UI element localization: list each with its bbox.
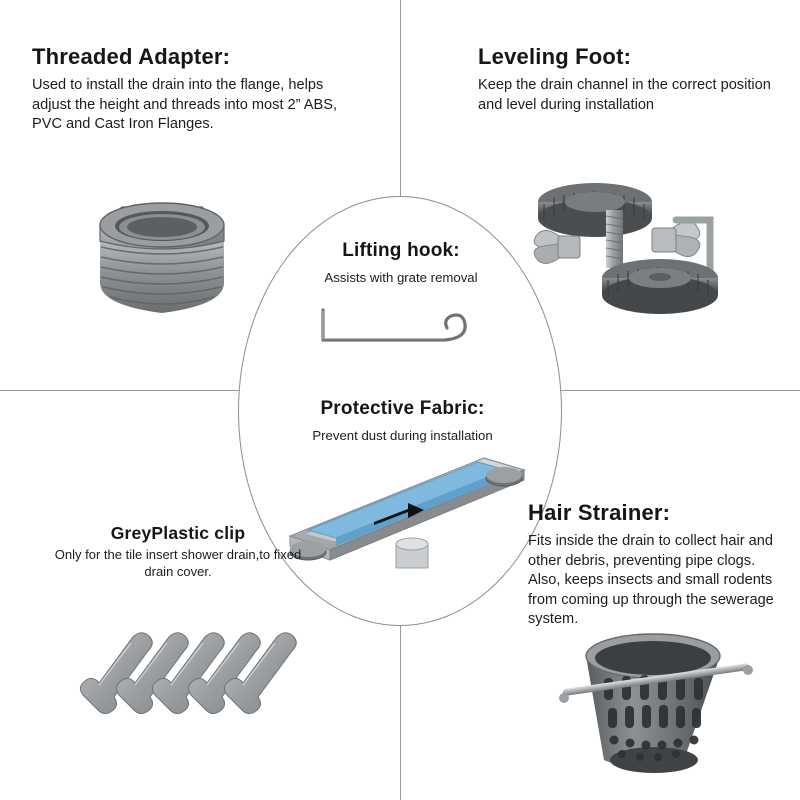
- callout-description: Keep the drain channel in the correct position and level during installation: [478, 77, 771, 113]
- callout-description: Assists with grate removal: [324, 269, 478, 285]
- callout-title: Threaded Adapter:: [32, 44, 231, 69]
- callout-hair-strainer: [528, 500, 784, 629]
- callout-description: Only for the tile insert shower drain,to fixed drain cover.: [54, 547, 302, 580]
- callout-title: Protective Fabric:: [320, 398, 485, 419]
- callout-description: Fits inside the drain to collect hair and other debris, preventing pipe clogs. Also, keeps insects and small rodents from coming up through the sewerage system.: [528, 533, 774, 627]
- grey-plastic-clip-illustration: [75, 625, 290, 735]
- callout-title: GreyPlastic clip: [110, 523, 246, 543]
- lifting-hook-illustration: [305, 300, 485, 360]
- leveling-foot-illustration: [510, 160, 760, 330]
- callout-plastic-clip: [48, 523, 308, 581]
- hair-strainer-illustration: [548, 620, 763, 775]
- callout-protective-fabric: [280, 398, 525, 444]
- protective-fabric-illustration: [278, 440, 536, 565]
- callout-description: Used to install the drain into the flange, helps adjust the height and threads into most 2” ABS, PVC and Cast Iron Flanges.: [32, 77, 338, 133]
- callout-description: Prevent dust during installation: [312, 427, 493, 443]
- callout-leveling-foot: [478, 44, 778, 115]
- callout-title: Hair Strainer:: [528, 500, 671, 525]
- callout-threaded-adapter: [32, 44, 342, 135]
- callout-title: Leveling Foot:: [478, 44, 632, 69]
- callout-lifting-hook: [296, 240, 506, 286]
- callout-title: Lifting hook:: [342, 240, 460, 261]
- threaded-adapter-illustration: [70, 185, 290, 325]
